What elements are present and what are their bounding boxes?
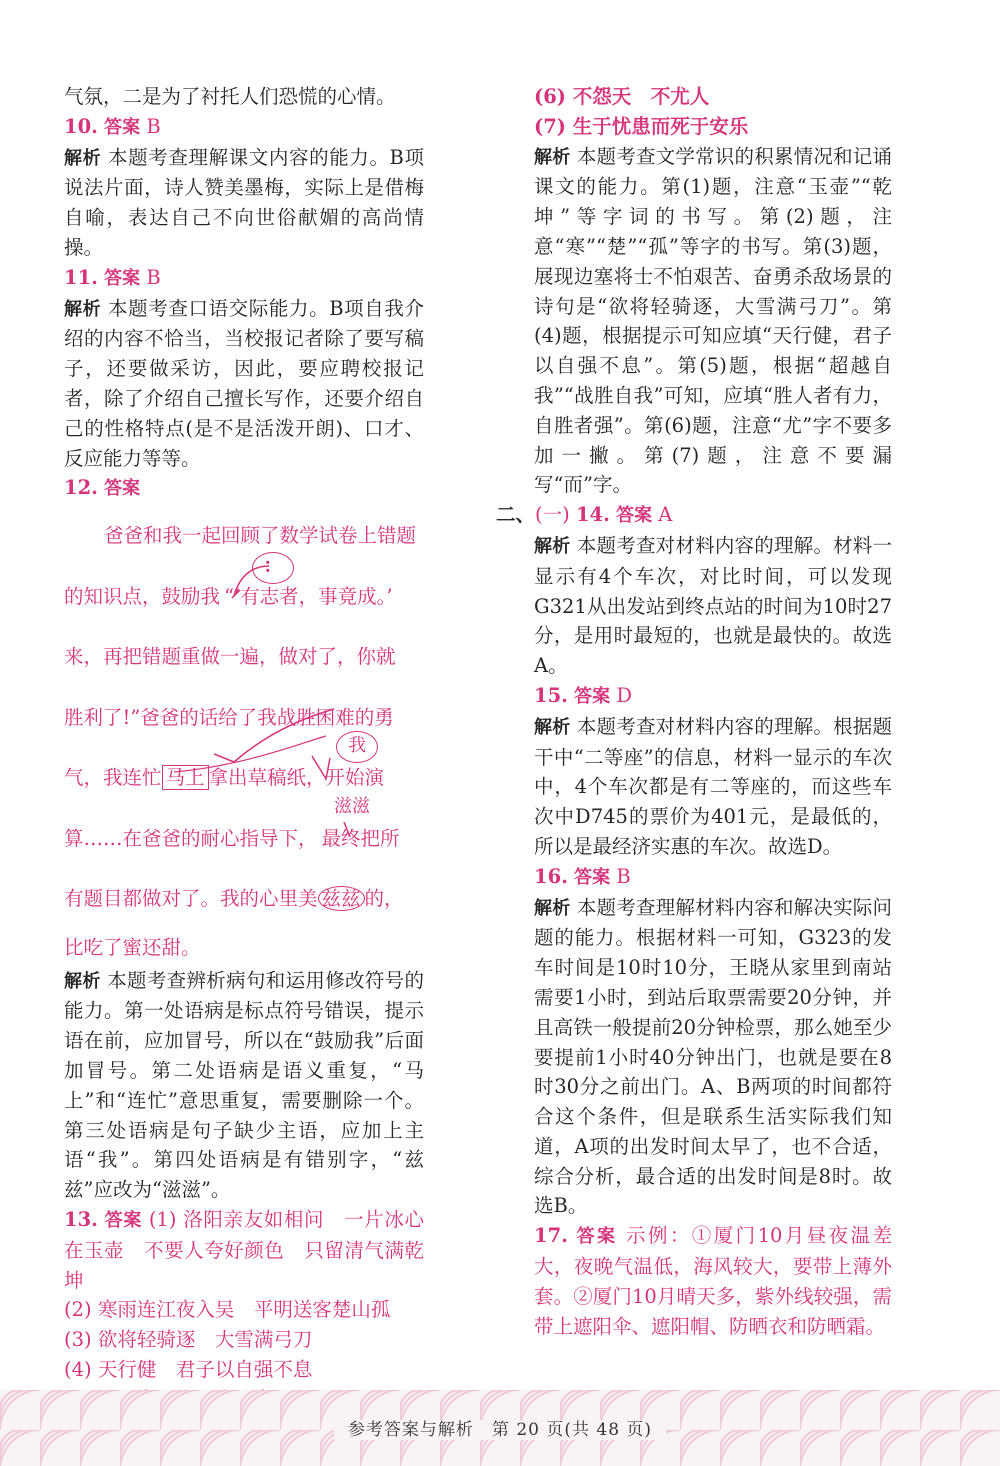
- answer-label: 答案: [574, 685, 611, 707]
- left-column: [64, 82, 424, 1415]
- analysis-label: 解析: [64, 298, 102, 320]
- section-heading: 二、: [496, 503, 536, 527]
- analysis-text: 本题考查文学常识的积累情况和记诵课文的能力。第(1)题，注意“玉壶”“乾坤”等字词的书写。第(2)题，注意“寒”“楚”“孤”等字的书写。第(3)题，展现边塞将士不怕艰苦、奋勇杀敌场景的诗句是“欲将轻骑逐，大雪满弓刀”。第(4)题，根据提示可知应填“天行健，君子以自强不息”。第(5)题，根据“超越自我”“战胜自我”可知，应填“胜人者有力，自胜者强”。第(6)题，注意“尤”字不要多加一撇。第(7)题，注意不要漏写“而”字。: [534, 144, 892, 497]
- right-column: [496, 82, 892, 1341]
- question-number: 12.: [64, 476, 98, 500]
- intro-text: 气氛，二是为了衬托人们恐慌的心情。: [64, 85, 396, 108]
- analysis-text: 本题考查对材料内容的理解。根据题干中“二等座”的信息，材料一显示的车次中，4个车次都是有二等座的，而这些车次中D745的票价为401元，是最低的，所以是最经济实惠的车次。故选D。: [534, 714, 892, 858]
- misspelled-word-circle: 兹兹: [318, 886, 365, 911]
- answer-label: 答案: [104, 1210, 142, 1232]
- correction-word-mark: 滋滋: [334, 796, 370, 818]
- answer-label: 答案: [104, 267, 141, 289]
- analysis-text: 本题考查理解课文内容的能力。B项说法片面，诗人赞美墨梅，实际上是借梅自喻，表达自己不向世俗献媚的高尚情操。: [64, 145, 424, 259]
- analysis-text: 本题考查理解材料内容和解决实际问题的能力。根据材料一可知，G323的发车时间是10时10分，王晓从家里到南站需要1小时，到站后取票需要20分钟，并且高铁一般提前20分钟检票，那么她至少要提前1小时40分钟出门，也就是要在8时30分之前出门。A、B两项的时间都符合这个条件，但是联系生活实际我们知道，A项的出发时间太早了，也不合适，综合分析，最合适的出发时间是8时。故选B。: [534, 895, 892, 1218]
- insert-subject-mark: 我: [336, 731, 378, 763]
- analysis-text: 本题考查辨析病句和运用修改符号的能力。第一处语病是标点符号错误，提示语在前，应加冒号，所以在“鼓励我”后面加冒号。第二处语病是语义重复，“马上”和“连忙”意思重复，需要删除一个。第三处语病是句子缺少主语，应加上主语“我”。第四处语病是有错别字，“兹兹”应改为“滋滋”。: [64, 968, 425, 1202]
- correction-marks-svg: [64, 504, 424, 934]
- deleted-word-box: 马上: [162, 765, 209, 790]
- answer-value: B: [146, 265, 161, 289]
- page-number: 参考答案与解析 第 20 页(共 48 页): [334, 1420, 666, 1440]
- question-10: [64, 112, 424, 263]
- question-13-continued: [534, 82, 892, 500]
- analysis-label: 解析: [534, 535, 571, 557]
- answer-value: D: [616, 683, 632, 707]
- answer-label: 答案: [574, 866, 611, 888]
- page-footer: [0, 1390, 1000, 1466]
- answer-label: 答案: [576, 1226, 618, 1248]
- insert-colon-mark: ：: [252, 552, 294, 584]
- question-number: 13.: [64, 1208, 98, 1232]
- passage-line: 来，再把错题重做一遍，做对了，你就: [64, 645, 396, 669]
- answer-value: B: [146, 114, 161, 138]
- passage-line: 比吃了蜜还甜。: [64, 935, 201, 959]
- question-number: 17.: [534, 1224, 568, 1248]
- question-16: [534, 862, 892, 1222]
- passage-line: 有题目都做对了。我的心里美 兹兹 的，: [64, 887, 404, 911]
- question-17: [534, 1221, 892, 1341]
- question-12: [64, 473, 424, 1205]
- answer-value: B: [616, 864, 631, 888]
- analysis-label: 解析: [64, 970, 101, 992]
- question-number: 10.: [64, 114, 98, 138]
- question-number: 16.: [534, 864, 568, 888]
- answer-line: (2) 寒雨连江夜入吴 平明送客楚山孤: [64, 1298, 391, 1322]
- answer-label: 答案: [104, 478, 141, 500]
- passage-line: 爸爸和我一起回顾了数学试卷上错题: [104, 524, 417, 548]
- answer-line: (3) 欲将轻骑逐 大雪满弓刀: [64, 1328, 313, 1352]
- question-number: 14.: [575, 503, 610, 527]
- answer-value: A: [658, 503, 673, 527]
- analysis-text: 本题考查对材料内容的理解。材料一显示有4个车次，对比时间，可以发现G321从出发站到终点站的时间为10时27分，是用时最短的，也就是最快的。故选A。: [534, 533, 892, 678]
- question-13: [64, 1205, 424, 1415]
- question-number: 11.: [64, 265, 98, 289]
- analysis-label: 解析: [64, 147, 102, 169]
- passage-line: 的知识点，鼓励我 “‘有志者，事竟成。’: [64, 584, 393, 608]
- analysis-text: 本题考查口语交际能力。B项自我介绍的内容不恰当，当校报记者除了要写稿子，还要做采访，因此，要应聘校报记者，除了介绍自己擅长写作，还要介绍自己的性格特点(是不是活泼开朗)、口才、反应能力等等。: [64, 296, 424, 470]
- answer-line: (7) 生于忧患而死于安乐: [534, 114, 749, 138]
- passage-line: 算……在爸爸的耐心指导下， 最终把所: [64, 826, 400, 850]
- answer-line: (6) 不怨天 不尤人: [534, 85, 710, 108]
- answer-label: 答案: [104, 116, 141, 138]
- passage-line: 气，我连忙 马上 拿出草稿纸，开始演: [64, 766, 385, 790]
- corrected-passage: [64, 504, 424, 966]
- question-15: [534, 681, 892, 862]
- answer-label: 答案: [616, 505, 653, 527]
- question-14: 二、(一) 14. 答案 A 解析 本题考查对材料内容的理解。材料一显示有4个车次，对比时间，可以发现G321从出发站到终点站的时间为10时27分，是用时最短的，也就是最快的。故选A。: [496, 503, 892, 678]
- question-number: 15.: [534, 683, 568, 707]
- answer-text: 示例：①厦门10月昼夜温差大，夜晚气温低，海风较大，要带上薄外套。②厦门10月晴天多，紫外线较强，需带上遮阳伞、遮阳帽、防晒衣和防晒霜。: [534, 1224, 892, 1338]
- answer-line: (4) 天行健 君子以自强不息: [64, 1358, 313, 1382]
- analysis-label: 解析: [534, 716, 571, 738]
- answer-line: (1) 洛阳亲友如相问 一片冰心在玉壶 不要人夸好颜色 只留清气满乾坤: [64, 1208, 425, 1292]
- passage-line: 胜利了!”爸爸的话给了我战胜困难的勇: [64, 705, 394, 729]
- analysis-label: 解析: [534, 897, 571, 919]
- analysis-label: 解析: [534, 146, 571, 168]
- question-11: [64, 263, 424, 474]
